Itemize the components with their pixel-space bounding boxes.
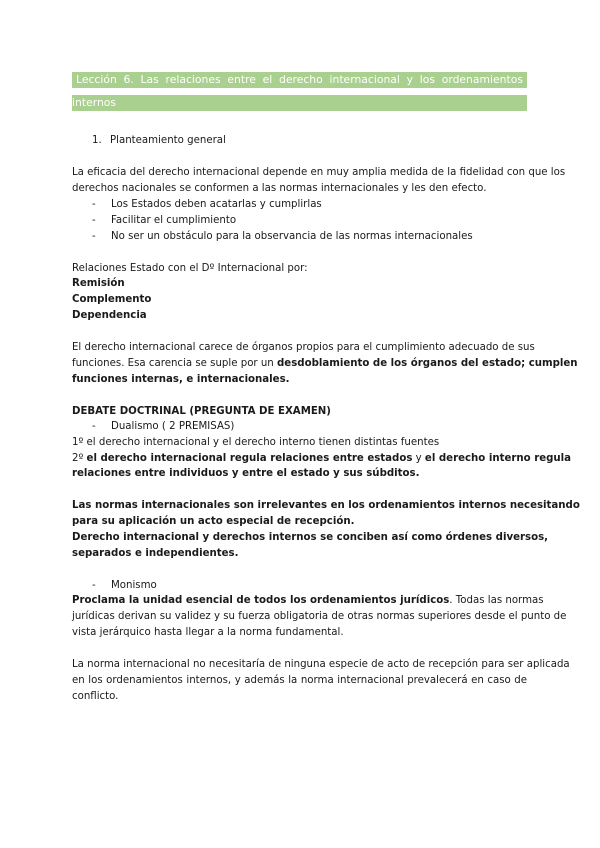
monismo-line2: jurídicas derivan su validez y su fuerza obligatoria de otras normas superiores desde el punto de [72,611,567,622]
paragraph-2-line3: funciones internas, e internacionales. [72,374,290,385]
paragraph-1-line2: derechos nacionales se conformen a las normas internacionales y les den efecto. [72,183,487,194]
paragraph-2-line2-normal: funciones. Esa carencia se suple por un [72,358,278,369]
premise-2-prefix: 2º [72,453,87,464]
paragraph-2-line2-bold: desdoblamiento de los órganos del estado; cumplen [277,358,578,369]
monismo-line1 [72,594,544,608]
premise-2-line2: relaciones entre individuos y entre el estado y sus súbditos. [72,468,420,479]
debate-heading: DEBATE DOCTRINAL (PREGUNTA DE EXAMEN) [72,406,331,417]
relacion-item: Remisión [72,278,125,289]
paragraph-4-line3: conflicto. [72,691,119,702]
paragraph-3-line4: separados e independientes. [72,548,239,559]
relacion-item: Dependencia [72,310,147,321]
paragraph-2-line2 [72,357,578,371]
lesson-title-line1: Lección 6. Las relaciones entre el derecho internacional y los ordenamientos [76,73,523,86]
paragraph-2-line1: El derecho internacional carece de órganos propios para el cumplimiento adecuado de sus [72,342,535,353]
paragraph-3-line1: Las normas internacionales son irrelevantes en los ordenamientos internos necesitando [72,500,580,511]
title-highlight-2 [72,95,527,111]
paragraph-4-line2: en los ordenamientos internos, y además la norma internacional prevalecerá en caso de [72,675,527,686]
section-heading: Planteamiento general [110,135,226,146]
section-number: 1. [92,135,102,146]
paragraph-4-line1: La norma internacional no necesitaría de ninguna especie de acto de recepción para ser aplicada [72,659,570,670]
relaciones-intro: Relaciones Estado con el Dº Internacional por: [72,263,308,274]
premise-1: 1º el derecho internacional y el derecho interno tienen distintas fuentes [72,437,440,448]
paragraph-1-line1: La eficacia del derecho internacional depende en muy amplia medida de la fidelidad con que los [72,167,566,178]
premise-2-line1 [72,452,572,466]
dualismo-label: Dualismo ( 2 PREMISAS) [111,421,235,432]
relacion-item: Complemento [72,294,152,305]
premise-2-bold-a: el derecho internacional regula relaciones entre estados [86,453,413,464]
list-item: Facilitar el cumplimiento [111,215,237,226]
monismo-line1-bold: Proclama la unidad esencial de todos los ordenamientos jurídicos [72,595,450,606]
bullet-dash: - [92,215,96,226]
premise-2-mid: y [412,453,425,464]
monismo-label: Monismo [111,580,157,591]
bullet-dash: - [92,580,96,591]
bullet-dash: - [92,421,96,432]
premise-2-bold-b: el derecho interno regula [424,453,572,464]
paragraph-3-line2: para su aplicación un acto especial de recepción. [72,516,355,527]
monismo-line3: vista jerárquico hasta llegar a la norma fundamental. [72,627,344,638]
lesson-title-line2: internos [72,96,117,109]
bullet-dash: - [92,199,96,210]
bullet-dash: - [92,231,96,242]
list-item: No ser un obstáculo para la observancia de las normas internacionales [111,231,473,242]
monismo-line1-rest: . Todas las normas [449,595,544,606]
list-item: Los Estados deben acatarlas y cumplirlas [111,199,322,210]
paragraph-3-line3: Derecho internacional y derechos internos se conciben así como órdenes diversos, [72,532,549,543]
